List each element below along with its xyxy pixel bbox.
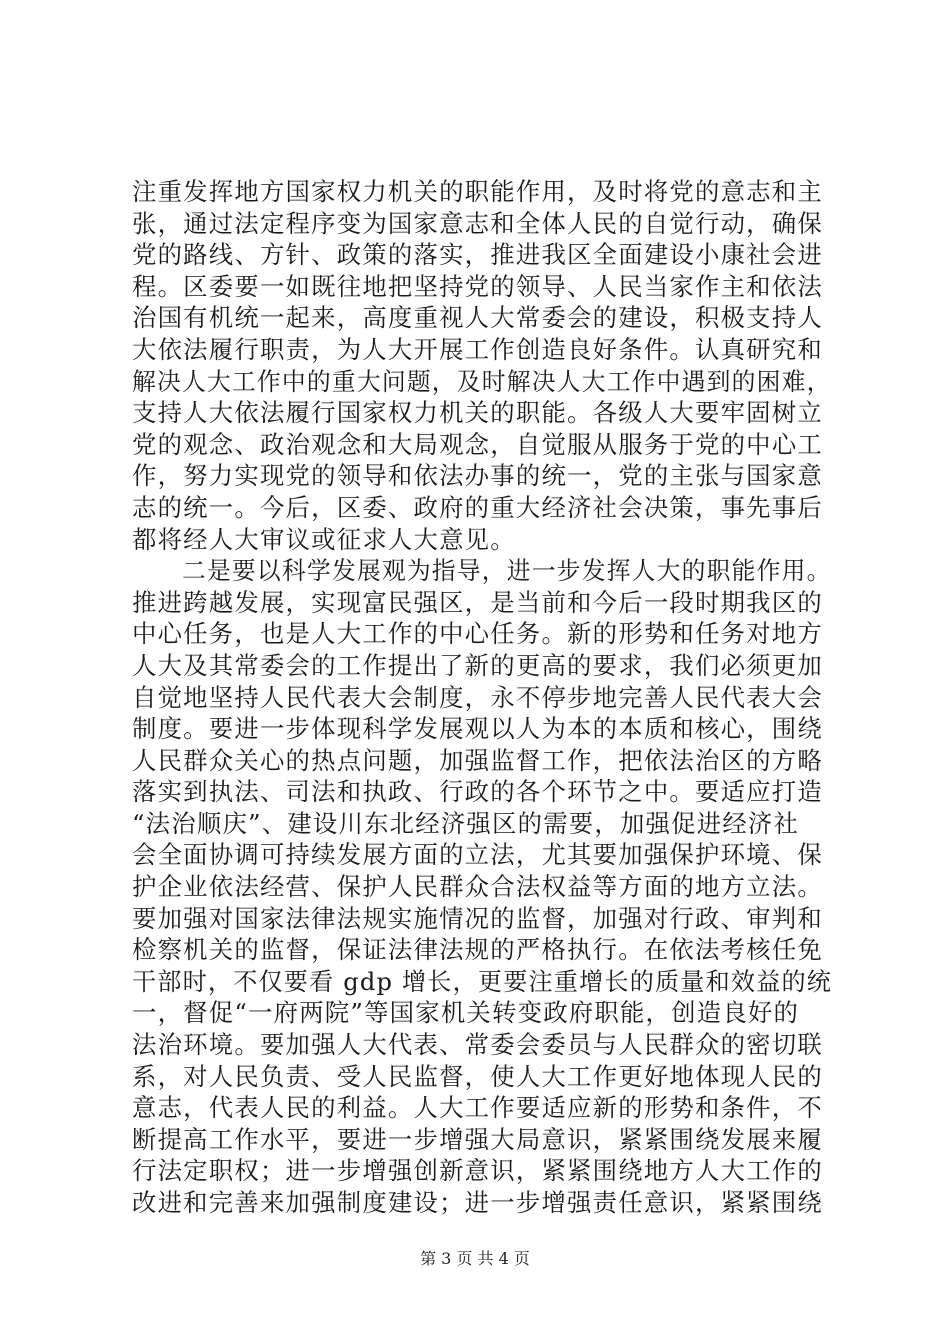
text-line: 二是要以科学发展观为指导，进一步发挥人大的职能作用。 (132, 556, 832, 586)
text-line: 会全面协调可持续发展方面的立法，尤其要加强保护环境、保 (132, 840, 823, 870)
text-line: 人大及其常委会的工作提出了新的更高的要求，我们必须更加 (132, 650, 823, 680)
text-line: 人民群众关心的热点问题，加强监督工作，把依法治区的方略 (132, 745, 823, 775)
text-line: 程。区委要一如既往地把坚持党的领导、人民当家作主和依法 (132, 271, 823, 301)
text-line: 党的路线、方针、政策的落实，推进我区全面建设小康社会进 (132, 240, 823, 270)
text-line: 治国有机统一起来，高度重视人大常委会的建设，积极支持人 (132, 303, 823, 333)
text-line: 注重发挥地方国家权力机关的职能作用，及时将党的意志和主 (132, 177, 823, 206)
text-line: 制度。要进一步体现科学发展观以人为本的本质和核心，围绕 (132, 714, 823, 744)
text-line: 意志，代表人民的利益。人大工作要适应新的形势和条件，不 (132, 1093, 823, 1123)
text-line: 解决人大工作中的重大问题，及时解决人大工作中遇到的困难， (132, 366, 832, 396)
text-line: “法治顺庆”、建设川东北经济强区的需要，加强促进经济社 (132, 808, 800, 838)
text-line: 检察机关的监督，保证法律法规的严格执行。在依法考核任免 (132, 935, 823, 965)
text-line: 志的统一。今后，区委、政府的重大经济社会决策，事先事后 (132, 492, 823, 522)
text-line: 张，通过法定程序变为国家意志和全体人民的自觉行动，确保 (132, 208, 823, 238)
text-line: 干部时，不仅要看 gdp 增长，更要注重增长的质量和效益的统 (132, 966, 833, 996)
text-line: 法治环境。要加强人大代表、常委会委员与人民群众的密切联 (132, 1030, 823, 1060)
text-line: 要加强对国家法律法规实施情况的监督，加强对行政、审判和 (132, 903, 823, 933)
body-text (132, 176, 832, 1219)
page-footer: 第 3 页 共 4 页 (420, 1249, 530, 1268)
text-line: 行法定职权；进一步增强创新意识，紧紧围绕地方人大工作的 (132, 1156, 823, 1186)
text-line: 改进和完善来加强制度建设；进一步增强责任意识，紧紧围绕 (132, 1188, 823, 1217)
text-line: 系，对人民负责、受人民监督，使人大工作更好地体现人民的 (132, 1061, 823, 1091)
text-line: 党的观念、政治观念和大局观念，自觉服从服务于党的中心工 (132, 429, 823, 459)
text-line: 断提高工作水平，要进一步增强大局意识，紧紧围绕发展来履 (132, 1124, 823, 1154)
text-line: 推进跨越发展，实现富民强区，是当前和今后一段时期我区的 (132, 587, 823, 617)
text-line: 落实到执法、司法和执政、行政的各个环节之中。要适应打造 (132, 777, 823, 807)
text-line: 都将经人大审议或征求人大意见。 (132, 524, 516, 554)
text-line: 支持人大依法履行国家权力机关的职能。各级人大要牢固树立 (132, 398, 823, 428)
text-line: 一，督促“一府两院”等国家机关转变政府职能，创造良好的 (132, 998, 800, 1028)
text-line: 中心任务，也是人大工作的中心任务。新的形势和任务对地方 (132, 619, 823, 649)
text-line: 护企业依法经营、保护人民群众合法权益等方面的地方立法。 (132, 872, 823, 902)
text-line: 自觉地坚持人民代表大会制度，永不停步地完善人民代表大会 (132, 682, 823, 712)
text-line: 作，努力实现党的领导和依法办事的统一，党的主张与国家意 (132, 461, 823, 491)
text-line: 大依法履行职责，为人大开展工作创造良好条件。认真研究和 (132, 334, 823, 364)
